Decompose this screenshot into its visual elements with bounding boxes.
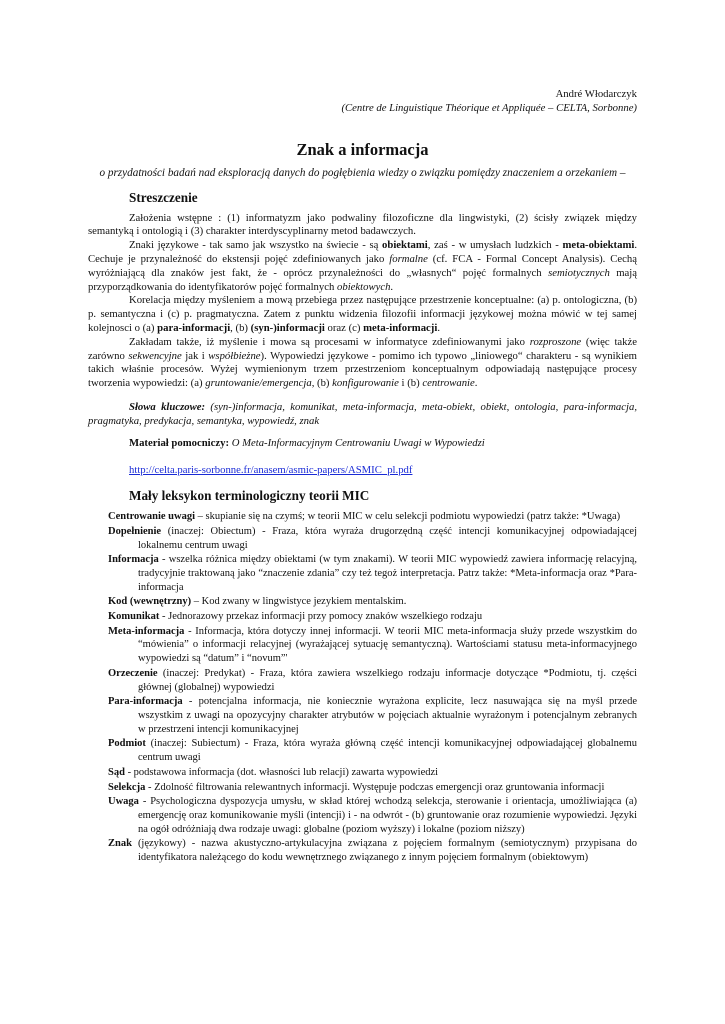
lexicon-entry: [108, 667, 637, 694]
lexicon-term: Informacja: [108, 554, 159, 566]
lexicon-term: Para-informacja: [108, 696, 183, 708]
abstract-paragraph-3: Korelacja między myśleniem a mową przebiega przez następujące przestrzenie konceptualne: (a) p. ontologiczna, (b) p. semantyczna i (c) p. pragmatyczna. Zatem z punktu widzenia filozofii informacji językowej można mówić w tej samej kolejnosci o (a) para-informacji, (b) (syn-)informacji oraz (c) meta-informacji.: [88, 294, 637, 334]
lexicon-definition: – skupianie się na czymś; w teorii MIC w celu selekcji podmiotu wypowiedzi (patrz także: *Uwaga): [195, 511, 621, 523]
keywords-label: Słowa kluczowe:: [129, 400, 206, 413]
lexicon-definition: - Jednorazowy przekaz informacji przy pomocy znaków wszelkiego rodzaju: [159, 611, 483, 623]
abstract-heading: Streszczenie: [129, 189, 198, 205]
lexicon-entry: [108, 781, 637, 795]
lexicon-definition: (inaczej: Obiectum) - Fraza, która wyraża drugorzędną część intencji komunikacyjnej odpowiadającej lokalnemu centrum uwagi: [138, 525, 637, 551]
lexicon-term: Selekcja: [108, 781, 146, 793]
lexicon-definition: - Psychologiczna dyspozycja umysłu, w skład której wchodzą selekcja, sterowanie i orientacja, umożliwiająca (a) emergencję oraz komunikowanie myśli (intencji) i - na odwrót - (b) gruntowanie oraz rozumienie wypowiedzi. Języki na ogół odróżniają dwa rodzaje uwagi: globalne (poziom wyższy) i lokalne (poziom niższy): [138, 796, 637, 835]
lexicon-entry: [108, 766, 637, 780]
lexicon-list: [88, 510, 637, 865]
lexicon-definition: (językowy) - nazwa akustyczno-artykulacyjna związana z pojęciem formalnym (semiotycznym) przypisana do identyfikatora należącego do kodu wewnętrznego związanego z innym pojęciem formalnym (obiektowym): [131, 838, 637, 864]
lexicon-entry: [108, 510, 637, 524]
lexicon-definition: - wszelka różnica między obiektami (w tym znakami). W teorii MIC wypowiedź zawiera informację relacyjną, tradycyjnie traktowaną jako “znaczenie zdania” czy też tegoż interpretacja. Patrz także: *Meta-informacja oraz *Para-informacja: [138, 554, 637, 593]
supplementary-material: [129, 437, 637, 451]
lexicon-term: Podmiot: [108, 738, 146, 750]
author-affiliation: (Centre de Linguistique Théorique et Appliquée – CELTA, Sorbonne): [341, 101, 637, 114]
material-title: O Meta-Informacyjnym Centrowaniu Uwagi w Wypowiedzi: [231, 436, 485, 449]
material-link-text[interactable]: http://celta.paris-sorbonne.fr/anasem/asmic-papers/ASMIC_pl.pdf: [129, 464, 413, 477]
keywords: [88, 401, 637, 429]
lexicon-definition: (inaczej: Predykat) - Fraza, która zawiera wszelkiego rodzaju informacje dotyczące *Podmiotu, tj. części głównej (globalnej) wypowiedzi: [138, 667, 637, 693]
lexicon-entry: [108, 625, 637, 666]
lexicon-definition: - Zdolność filtrowania relewantnych informacji. Występuje podczas emergencji oraz gruntowania informacji: [145, 781, 605, 793]
lexicon-entry: [108, 553, 637, 594]
lexicon-definition: – Kod zwany w lingwistyce jezykiem mentalskim.: [191, 596, 407, 608]
author-name: André Włodarczyk: [555, 88, 637, 100]
lexicon-definition: - potencjalna informacja, nie koniecznie wyrażona explicite, lecz nasuwająca się na myśl przede wszystkim z uwagi na opozycyjny charakter atrybutów w pojęciach aktualnie wyrażonym i potencjalnym zebranych w przestrzeni intencji komunikacyjnej: [138, 696, 637, 735]
lexicon-term: Kod (wewnętrzny): [108, 596, 192, 608]
lexicon-entry: [108, 837, 637, 864]
lexicon-definition: - podstawowa informacja (dot. własności lub relacji) zawarta wypowiedzi: [124, 766, 439, 778]
lexicon-entry: [108, 525, 637, 552]
lexicon-entry: [108, 795, 637, 836]
lexicon-term: Centrowanie uwagi: [108, 511, 196, 523]
lexicon-entry: [108, 695, 637, 736]
lexicon-term: Sąd: [108, 766, 125, 778]
material-link[interactable]: [129, 464, 637, 478]
material-label: Materiał pomocniczy:: [129, 436, 230, 449]
lexicon-term: Uwaga: [108, 796, 139, 808]
abstract-paragraph-1: Założenia wstępne : (1) informatyzm jako podwaliny filozoficzne dla lingwistyki, (2) ścisły związek między semantyką i ontologią i (3) charakter interdyscyplinarny metod badawczych.: [88, 211, 637, 238]
lexicon-term: Dopełnienie: [108, 525, 162, 537]
lexicon-term: Znak: [108, 838, 132, 850]
paper-subtitle: o przydatności badań nad eksploracją danych do pogłębienia wiedzy o związku pomiędzy znaczeniem a orzekaniem –: [99, 166, 626, 179]
lexicon-definition: - Informacja, która dotyczy innej informacji. W teorii MIC meta-informacja służy przede wszystkim do “mówienia” o informacji relacyjnej (wyrażającej sytuację semantyczną). Wartościami statusu meta-informacyjnego wypowiedzi są “datum” i “novum”': [138, 625, 637, 665]
lexicon-term: Meta-informacja: [108, 625, 185, 637]
lexicon-term: Orzeczenie: [108, 667, 158, 679]
lexicon-definition: (inaczej: Subiectum) - Fraza, która wyraża główną część intencji komunikacyjnej odpowiadającej globalnemu centrum uwagi: [138, 738, 637, 764]
lexicon-entry: [108, 737, 637, 764]
lexicon-term: Komunikat: [108, 611, 160, 623]
abstract-paragraph-4: Zakładam także, iż myślenie i mowa są procesami w informatyce zdefiniowanymi jako rozproszone (więc także zarówno sekwencyjne jak i współbieżne). Wypowiedzi językowe - pomimo ich typowo „liniowego“ charakteru - są wynikiem takich właśnie procesów. Wyżej wymienionym trzem przestrzeniom konceptualnym odpowiadają następujące procesy tworzenia wypowiedzi: (a) gruntowanie/emergencja, (b) konfigurowanie i (b) centrowanie.: [88, 335, 637, 390]
lexicon-heading: Mały leksykon terminologiczny teorii MIC: [129, 488, 370, 504]
paper-title: Znak a informacja: [296, 139, 429, 159]
lexicon-entry: [108, 610, 637, 624]
keywords-list: (syn-)informacja, komunikat, meta-informacja, meta-obiekt, obiekt, ontologia, para-informacja, pragmatyka, predykacja, semantyka, wypowiedź, znak: [88, 400, 637, 427]
abstract-paragraph-2: Znaki językowe - tak samo jak wszystko na świecie - są obiektami, zaś - w umysłach ludzkich - meta-obiektami. Cechuje je przynależność do ekstensji pojęć zdefiniowanych jako formalne (cf. FCA - Formal Concept Analysis). Cechą wyróżniającą dla znaków jest fakt, że - oprócz przynależności do „własnych“ pojęć formalnych semiotycznych mają przyporządkowania do identyfikatorów pojęć formalnych obiektowych.: [88, 239, 637, 293]
lexicon-entry: [108, 595, 637, 609]
